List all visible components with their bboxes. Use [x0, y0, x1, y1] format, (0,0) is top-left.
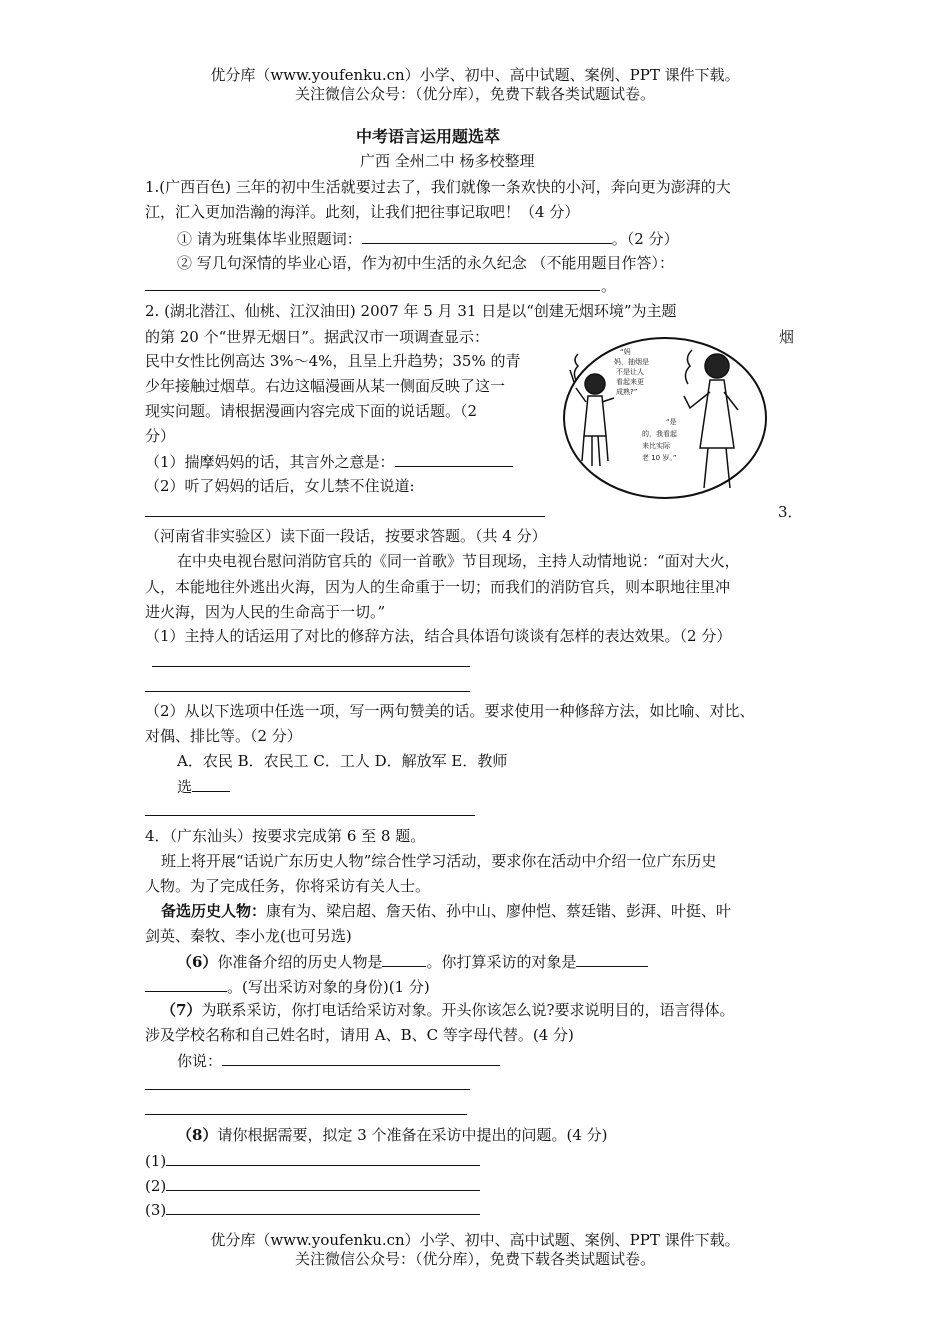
q2-sub-2-answer-line[interactable]	[145, 516, 545, 517]
q3-sub-1-answer-line-2[interactable]	[145, 691, 470, 692]
q8-item-1	[145, 1150, 480, 1171]
cartoon-left-line-3: 不是让人	[616, 368, 644, 376]
q2-line-6: 分）	[145, 427, 176, 445]
q6-person-blank[interactable]	[382, 951, 426, 967]
mother-figure	[684, 350, 738, 488]
q3-sub-2-line-1: （2）从以下选项中任选一项，写一两句赞美的话。要求使用一种修辞方法，如比喻、对比、	[145, 702, 755, 720]
q2-line-3: 民中女性比例高达 3%～4%，且呈上升趋势；35% 的青	[145, 352, 521, 370]
q7-answer-line-1[interactable]	[145, 1089, 470, 1090]
q8-item-2-blank[interactable]	[166, 1175, 480, 1191]
q8-item-3-blank[interactable]	[166, 1199, 480, 1215]
q4-candidates-line-1	[161, 901, 731, 921]
q6-number: （6）	[177, 953, 218, 971]
cartoon-right-line-3: 来比实际	[642, 442, 670, 450]
q3-para-line-1: 在中央电视台慰问消防官兵的《同一首歌》节目现场，主持人动情地说：“面对大火，	[177, 552, 740, 570]
q3-sub-1: （1）主持人的话运用了对比的修辞方法，结合具体语句谈谈有怎样的表达效果。（2 分）	[145, 627, 732, 645]
cartoon-right-line-2: 的，我看起	[642, 430, 677, 438]
q7-answer-line-2[interactable]	[145, 1114, 467, 1115]
q3-para-line-2: 人，本能地往外逃出火海，因为人的生命重于一切；而我们的消防官兵，则本职地往里冲	[145, 578, 731, 596]
header-line-2: 关注微信公众号：（优分库），免费下载各类试题试卷。	[294, 85, 655, 103]
cartoon-left-line-2: 妈，抽烟是	[614, 358, 649, 366]
q3-choose	[177, 776, 230, 797]
q1-item-2-end: 。	[601, 277, 617, 295]
q7-say-label: 你说：	[177, 1052, 223, 1070]
q6-text-a: 你准备介绍的历史人物是	[217, 953, 383, 971]
q4-intro: 4．（广东汕头）按要求完成第 6 至 8 题。	[145, 827, 426, 845]
q4-candidates-label: 备选历史人物：	[161, 902, 267, 920]
q6-text-b: 。你打算采访的对象是	[426, 953, 577, 971]
q2-sub-1	[145, 451, 513, 472]
footer-line-2: 关注微信公众号：（优分库），免费下载各类试题试卷。	[294, 1250, 655, 1268]
q4-para-line-1: 班上将开展“话说广东历史人物”综合性学习活动，要求你在活动中介绍一位广东历史	[161, 852, 717, 870]
q6-target-blank-continued[interactable]	[145, 976, 227, 992]
q2-line-4: 少年接触过烟草。右边这幅漫画从某一侧面反映了这一	[145, 377, 506, 395]
q4-candidates-list-1: 康有为、梁启超、詹天佑、孙中山、廖仲恺、蔡廷锴、彭湃、叶挺、叶	[266, 902, 732, 920]
q8-item-3	[145, 1199, 480, 1220]
q8-item-3-label: (3)	[145, 1201, 167, 1219]
cartoon-right-line-4: 老 10 岁。”	[642, 454, 677, 462]
daughter-figure	[570, 354, 614, 466]
q1-item-1	[177, 228, 679, 249]
q8-item-2	[145, 1175, 480, 1196]
smoking-cartoon	[562, 336, 777, 506]
q4-para-line-2: 人物。为了完成任务，你将采访有关人士。	[145, 877, 431, 895]
cartoon-right-line-1: “是	[666, 418, 677, 426]
q4-q6-line-2	[145, 976, 430, 997]
q6-text-c: 。(写出采访对象的身份)(1 分)	[227, 978, 430, 996]
q3-intro: （河南省非实验区）读下面一段话，按要求答题。（共 4 分）	[145, 527, 547, 545]
q7-text-a: 为联系采访，你打电话给采访对象。开头你该怎么说?要求说明目的，语言得体。	[201, 1001, 735, 1019]
q4-q7-line-2: 涉及学校名称和自己姓名时，请用 A、B、C 等字母代替。(4 分)	[145, 1026, 574, 1044]
q1-intro-line-2: 江，汇入更加浩瀚的海洋。此刻，让我们把往事记取吧！（4 分）	[145, 203, 580, 221]
q2-sub-2: （2）听了妈妈的话后，女儿禁不住说道:	[145, 477, 415, 495]
author-line: 广西 全州二中 杨多校整理	[360, 152, 535, 170]
q3-options: A．农民 B．农民工 C．工人 D．解放军 E．教师	[177, 752, 508, 770]
q3-number: 3．	[778, 503, 803, 521]
page-title: 中考语言运用题选萃	[356, 127, 501, 146]
q7-say-blank[interactable]	[222, 1050, 500, 1066]
q3-sub-1-answer-line-1[interactable]	[152, 666, 470, 667]
q3-para-line-3: 进火海，因为人民的生命高于一切。”	[145, 603, 386, 621]
header-line-1: 优分库（www.youfenku.cn）小学、初中、高中试题、案例、PPT 课件下载。	[210, 66, 740, 84]
q2-line-2: 的第 20 个“世界无烟日”。据武汉市一项调查显示：	[145, 328, 489, 346]
q6-target-blank[interactable]	[576, 951, 648, 967]
q8-number: （8）	[177, 1126, 218, 1144]
q4-q8	[177, 1125, 608, 1145]
cartoon-left-line-1: “妈	[620, 348, 631, 356]
q4-q7-say	[177, 1050, 500, 1071]
q2-line-2-right: 烟	[779, 328, 795, 346]
q8-item-1-blank[interactable]	[166, 1150, 480, 1166]
q1-item-1-answer-blank[interactable]	[362, 228, 612, 244]
cartoon-speech-right	[642, 417, 677, 462]
q3-sub-2-answer-line[interactable]	[145, 815, 475, 816]
cartoon-left-line-5: 成熟?”	[616, 388, 638, 396]
q2-sub-1-text: （1）揣摩妈妈的话，其言外之意是：	[145, 453, 395, 471]
q4-candidates-line-2: 剑英、秦牧、李小龙(也可另选)	[145, 927, 352, 945]
q1-item-1-suffix: 。（2 分）	[611, 230, 679, 248]
q1-item-1-prefix: ① 请为班集体毕业照题词：	[177, 230, 362, 248]
footer-line-1: 优分库（www.youfenku.cn）小学、初中、高中试题、案例、PPT 课件下载。	[210, 1231, 740, 1249]
q1-item-2-answer-line[interactable]	[145, 290, 600, 291]
q8-item-1-label: (1)	[145, 1152, 167, 1170]
q8-item-2-label: (2)	[145, 1177, 167, 1195]
q2-line-5: 现实问题。请根据漫画内容完成下面的说话题。（2	[145, 402, 478, 420]
q2-line-1: 2. (湖北潜江、仙桃、江汉油田) 2007 年 5 月 31 日是以“创建无烟环境”为主题	[145, 302, 677, 320]
q1-item-2: ② 写几句深情的毕业心语，作为初中生活的永久纪念 （不能用题目作答）：	[177, 254, 675, 272]
cartoon-speech-left	[614, 347, 649, 396]
q4-q6-line-1	[177, 951, 648, 972]
q2-sub-1-answer-blank[interactable]	[395, 451, 513, 467]
q8-text: 请你根据需要，拟定 3 个准备在采访中提出的问题。(4 分)	[217, 1126, 608, 1144]
q3-choose-label: 选	[177, 778, 193, 796]
q3-choose-blank[interactable]	[192, 776, 230, 792]
q7-number: （7）	[161, 1001, 202, 1019]
cartoon-left-line-4: 看起来更	[616, 378, 644, 386]
q1-intro-line-1: 1.(广西百色) 三年的初中生活就要过去了，我们就像一条欢快的小河，奔向更为澎湃的大	[145, 178, 731, 196]
q4-q7-line-1	[161, 1000, 734, 1020]
q3-sub-2-line-2: 对偶、排比等。（2 分）	[145, 727, 302, 745]
